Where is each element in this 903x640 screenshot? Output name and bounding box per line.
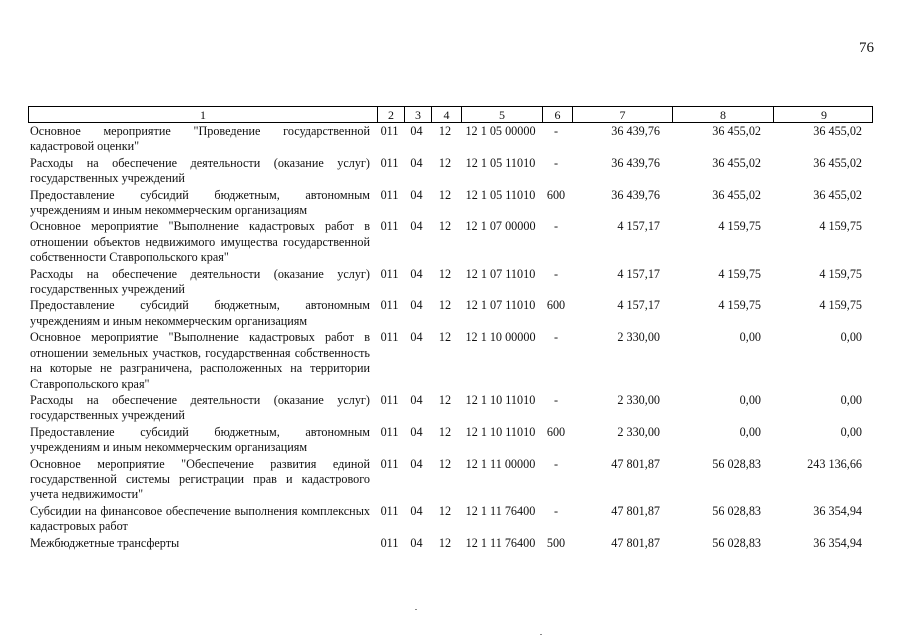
col-4: 12 bbox=[438, 187, 452, 202]
col-6: 600 bbox=[546, 187, 566, 202]
col-3: 04 bbox=[410, 424, 423, 439]
table-row bbox=[28, 424, 873, 456]
col-3: 04 bbox=[410, 124, 423, 138]
col-code: 12 1 05 11010 bbox=[465, 155, 536, 170]
col-2: 011 bbox=[380, 155, 399, 170]
col-3: 04 bbox=[410, 535, 423, 550]
col-8-value: 56 028,83 bbox=[712, 456, 761, 471]
col-7-value: 4 157,17 bbox=[617, 219, 660, 234]
header-cell-4: 4 bbox=[431, 107, 461, 123]
col-code: 12 1 10 11010 bbox=[465, 424, 536, 439]
col-6: - bbox=[553, 155, 559, 170]
col-2: 011 bbox=[380, 535, 399, 550]
col-4: 12 bbox=[438, 298, 452, 313]
row-name: Межбюджетные трансферты bbox=[30, 535, 180, 550]
table-row bbox=[28, 266, 873, 298]
col-3: 04 bbox=[410, 392, 423, 407]
header-cell-3: 3 bbox=[404, 107, 431, 123]
header-cell-1: 1 bbox=[200, 108, 206, 122]
col-code: 12 1 11 76400 bbox=[465, 503, 536, 518]
col-6: 600 bbox=[546, 424, 566, 439]
col-4: 12 bbox=[438, 535, 452, 550]
col-7-value: 47 801,87 bbox=[611, 503, 660, 518]
col-code: 12 1 10 00000 bbox=[465, 330, 536, 345]
col-4: 12 bbox=[438, 219, 452, 234]
col-6: - bbox=[553, 392, 559, 407]
col-2: 011 bbox=[380, 456, 399, 471]
col-4: 12 bbox=[438, 266, 452, 281]
col-9-value: 36 354,94 bbox=[813, 535, 862, 550]
col-7-value: 2 330,00 bbox=[617, 424, 660, 439]
header-cell-5: 5 bbox=[461, 107, 542, 123]
row-name: Основное мероприятие "Обеспечение развития единой государственной системы регистрации прав и кадастрового учета недвижимости" bbox=[30, 456, 370, 502]
col-8-value: 0,00 bbox=[739, 330, 761, 345]
col-3: 04 bbox=[410, 266, 423, 281]
table-body bbox=[28, 123, 873, 551]
col-2: 011 bbox=[380, 266, 399, 281]
col-6: - bbox=[553, 266, 559, 281]
header-cell-9: 9 bbox=[773, 107, 874, 123]
col-9-value: 36 354,94 bbox=[813, 503, 862, 518]
col-8-value: 36 455,02 bbox=[712, 187, 761, 202]
col-4: 12 bbox=[438, 392, 452, 407]
table-row bbox=[28, 535, 873, 551]
col-8-value: 36 455,02 bbox=[712, 155, 761, 170]
table-header bbox=[28, 106, 873, 123]
col-2: 011 bbox=[380, 330, 399, 345]
col-7-value: 36 439,76 bbox=[611, 124, 660, 138]
col-4: 12 bbox=[438, 424, 452, 439]
table-row bbox=[28, 329, 873, 392]
col-8-value: 56 028,83 bbox=[712, 503, 761, 518]
table-row bbox=[28, 218, 873, 265]
col-9-value: 36 455,02 bbox=[813, 124, 862, 138]
col-2: 011 bbox=[380, 219, 399, 234]
header-cell-6: 6 bbox=[542, 107, 572, 123]
col-2: 011 bbox=[380, 392, 399, 407]
col-code: 12 1 10 11010 bbox=[465, 392, 536, 407]
col-6: - bbox=[553, 456, 559, 471]
table-row bbox=[28, 503, 873, 535]
col-4: 12 bbox=[438, 124, 452, 138]
col-7-value: 47 801,87 bbox=[611, 456, 660, 471]
col-6: - bbox=[553, 503, 559, 518]
col-8-value: 4 159,75 bbox=[718, 219, 761, 234]
col-7-value: 4 157,17 bbox=[617, 266, 660, 281]
page-number: 76 bbox=[859, 40, 874, 56]
col-7-value: 36 439,76 bbox=[611, 155, 660, 170]
row-name: Предоставление субсидий бюджетным, автономным учреждениям и иным некоммерческим организациям bbox=[30, 298, 370, 328]
budget-table bbox=[28, 106, 873, 551]
col-3: 04 bbox=[410, 155, 423, 170]
col-6: - bbox=[553, 219, 559, 234]
row-name: Расходы на обеспечение деятельности (оказание услуг) государственных учреждений bbox=[30, 155, 370, 186]
row-name: Предоставление субсидий бюджетным, автономным учреждениям и иным некоммерческим организациям bbox=[30, 187, 370, 218]
row-name: Расходы на обеспечение деятельности (оказание услуг) государственных учреждений bbox=[30, 392, 370, 423]
col-6: - bbox=[553, 330, 559, 345]
col-3: 04 bbox=[410, 187, 423, 202]
col-7-value: 47 801,87 bbox=[611, 535, 660, 550]
col-9-value: 4 159,75 bbox=[819, 298, 862, 313]
row-name: Расходы на обеспечение деятельности (оказание услуг) государственных учреждений bbox=[30, 266, 370, 297]
col-2: 011 bbox=[380, 503, 399, 518]
table-row bbox=[28, 155, 873, 187]
header-cell-7: 7 bbox=[572, 107, 672, 123]
col-7-value: 2 330,00 bbox=[617, 330, 660, 345]
row-name: Основное мероприятие "Выполнение кадастровых работ в отношении земельных участков, государственная собственность на которые не разграничена, расположенных на территории Ставропольского края" bbox=[30, 330, 370, 391]
col-8-value: 4 159,75 bbox=[718, 266, 761, 281]
col-3: 04 bbox=[410, 503, 423, 518]
col-2: 011 bbox=[380, 424, 399, 439]
header-cell-2: 2 bbox=[377, 107, 404, 123]
col-2: 011 bbox=[380, 298, 399, 313]
scan-speck bbox=[415, 609, 417, 610]
table-row bbox=[28, 123, 873, 155]
col-9-value: 243 136,66 bbox=[807, 456, 862, 471]
col-6: 600 bbox=[546, 298, 566, 313]
col-code: 12 1 11 76400 bbox=[465, 535, 536, 550]
col-8-value: 56 028,83 bbox=[712, 535, 761, 550]
col-code: 12 1 05 11010 bbox=[465, 187, 536, 202]
col-2: 011 bbox=[380, 124, 399, 138]
col-4: 12 bbox=[438, 155, 452, 170]
table-row bbox=[28, 456, 873, 503]
col-code: 12 1 07 11010 bbox=[465, 298, 536, 313]
col-9-value: 36 455,02 bbox=[813, 187, 862, 202]
col-7-value: 36 439,76 bbox=[611, 187, 660, 202]
col-9-value: 0,00 bbox=[840, 330, 862, 345]
col-3: 04 bbox=[410, 219, 423, 234]
row-name: Предоставление субсидий бюджетным, автономным учреждениям и иным некоммерческим организациям bbox=[30, 424, 370, 455]
col-6: - bbox=[553, 124, 559, 138]
col-9-value: 36 455,02 bbox=[813, 155, 862, 170]
col-7-value: 4 157,17 bbox=[617, 298, 660, 313]
col-8-value: 4 159,75 bbox=[718, 298, 761, 313]
col-4: 12 bbox=[438, 456, 452, 471]
col-code: 12 1 05 00000 bbox=[465, 124, 536, 138]
table-row bbox=[28, 187, 873, 219]
header-cell-8: 8 bbox=[672, 107, 773, 123]
col-8-value: 36 455,02 bbox=[712, 124, 761, 138]
col-4: 12 bbox=[438, 503, 452, 518]
col-code: 12 1 11 00000 bbox=[465, 456, 536, 471]
row-name: Субсидии на финансовое обеспечение выполнения комплексных кадастровых работ bbox=[30, 503, 370, 534]
col-2: 011 bbox=[380, 187, 399, 202]
col-7-value: 2 330,00 bbox=[617, 392, 660, 407]
col-9-value: 4 159,75 bbox=[819, 266, 862, 281]
col-3: 04 bbox=[410, 456, 423, 471]
scan-speck bbox=[540, 634, 542, 635]
col-9-value: 0,00 bbox=[840, 392, 862, 407]
col-8-value: 0,00 bbox=[739, 392, 761, 407]
col-code: 12 1 07 11010 bbox=[465, 266, 536, 281]
col-4: 12 bbox=[438, 330, 452, 345]
col-9-value: 0,00 bbox=[840, 424, 862, 439]
table-row bbox=[28, 392, 873, 424]
col-8-value: 0,00 bbox=[739, 424, 761, 439]
row-name: Основное мероприятие "Проведение государственной кадастровой оценки" bbox=[30, 124, 370, 154]
table-row bbox=[28, 297, 873, 329]
col-6: 500 bbox=[546, 535, 566, 550]
row-name: Основное мероприятие "Выполнение кадастровых работ в отношении объектов недвижимого имущества государственной собственности Ставропольского края" bbox=[30, 219, 370, 265]
col-3: 04 bbox=[410, 330, 423, 345]
col-code: 12 1 07 00000 bbox=[465, 219, 536, 234]
col-3: 04 bbox=[410, 298, 423, 313]
col-9-value: 4 159,75 bbox=[819, 219, 862, 234]
